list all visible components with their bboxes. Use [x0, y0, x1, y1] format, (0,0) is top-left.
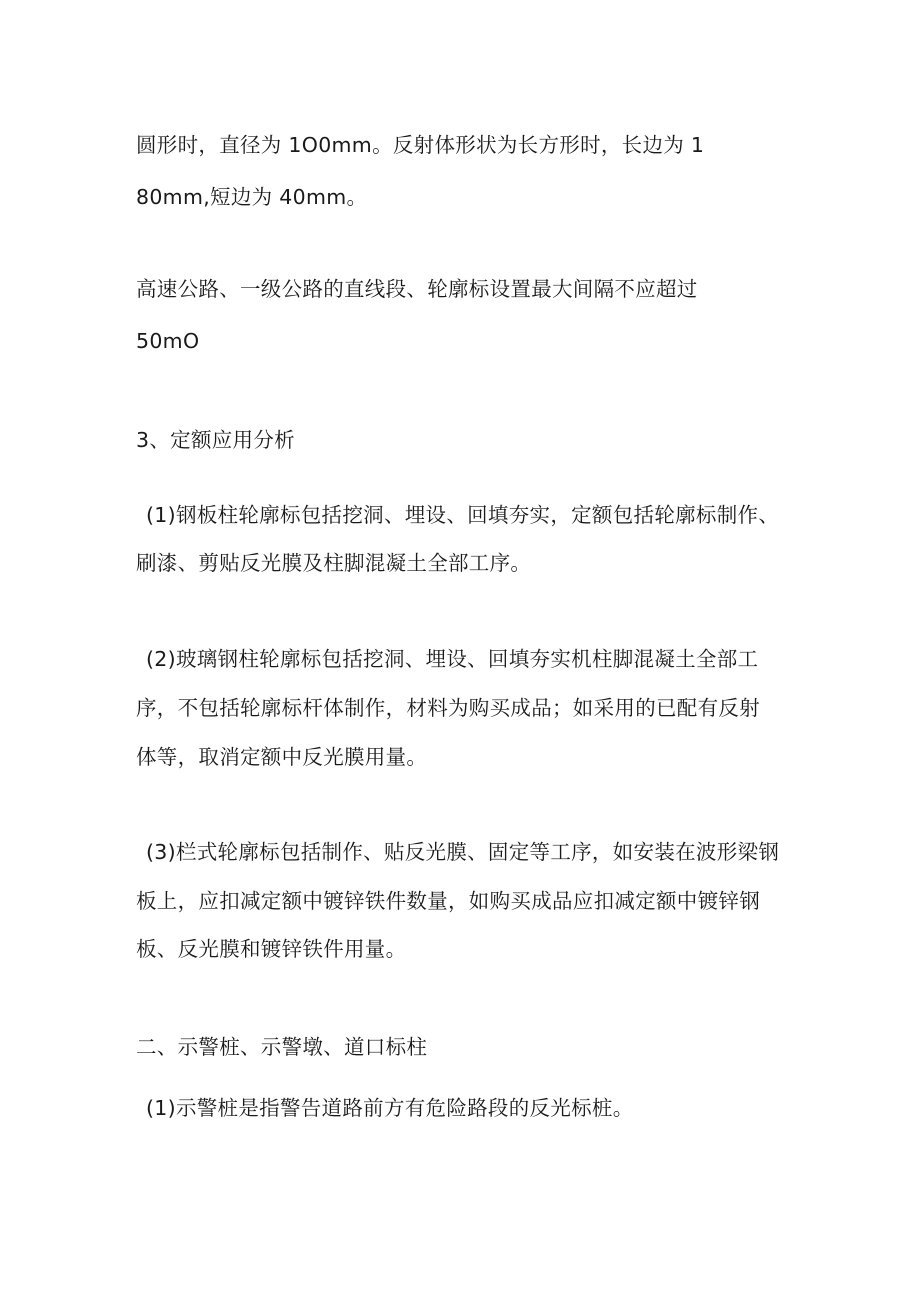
item-steel-post-line2: 刷漆、剪贴反光膜及柱脚混凝土全部工序。 [136, 551, 532, 575]
paragraph-interval-line1: 高速公路、一级公路的直线段、轮廓标设置最大间隔不应超过 [136, 277, 698, 301]
paragraph-interval-line2: 50mO [136, 329, 200, 353]
item-barrier-delineator-line2: 板上，应扣减定额中镀锌铁件数量，如购买成品应扣减定额中镀锌钢 [136, 889, 760, 913]
item-steel-post-line1: (1)钢板柱轮廓标包括挖洞、埋设、回填夯实，定额包括轮廓标制作、 [146, 503, 780, 527]
paragraph-reflector-size-line1: 圆形时，直径为 1O0mm。反射体形状为长方形时，长边为 1 [136, 133, 705, 157]
item-fiberglass-post-line2: 序，不包括轮廓标杆体制作，材料为购买成品；如采用的已配有反射 [136, 696, 760, 720]
section-heading-warning-posts: 二、示警桩、示警墩、道口标柱 [136, 1035, 428, 1059]
item-fiberglass-post-line1: (2)玻璃钢柱轮廓标包括挖洞、埋设、回填夯实机柱脚混凝土全部工 [146, 647, 759, 671]
paragraph-reflector-size-line2: 80mm,短边为 40mm。 [136, 185, 368, 209]
item-barrier-delineator-line1: (3)栏式轮廓标包括制作、贴反光膜、固定等工序，如安装在波形梁钢 [146, 840, 780, 864]
item-fiberglass-post-line3: 体等，取消定额中反光膜用量。 [136, 745, 428, 769]
item-warning-post-line1: (1)示警桩是指警告道路前方有危险路段的反光标桩。 [146, 1096, 634, 1120]
item-barrier-delineator-line3: 板、反光膜和镀锌铁件用量。 [136, 937, 407, 961]
section-heading-quota-analysis: 3、定额应用分析 [136, 428, 295, 452]
